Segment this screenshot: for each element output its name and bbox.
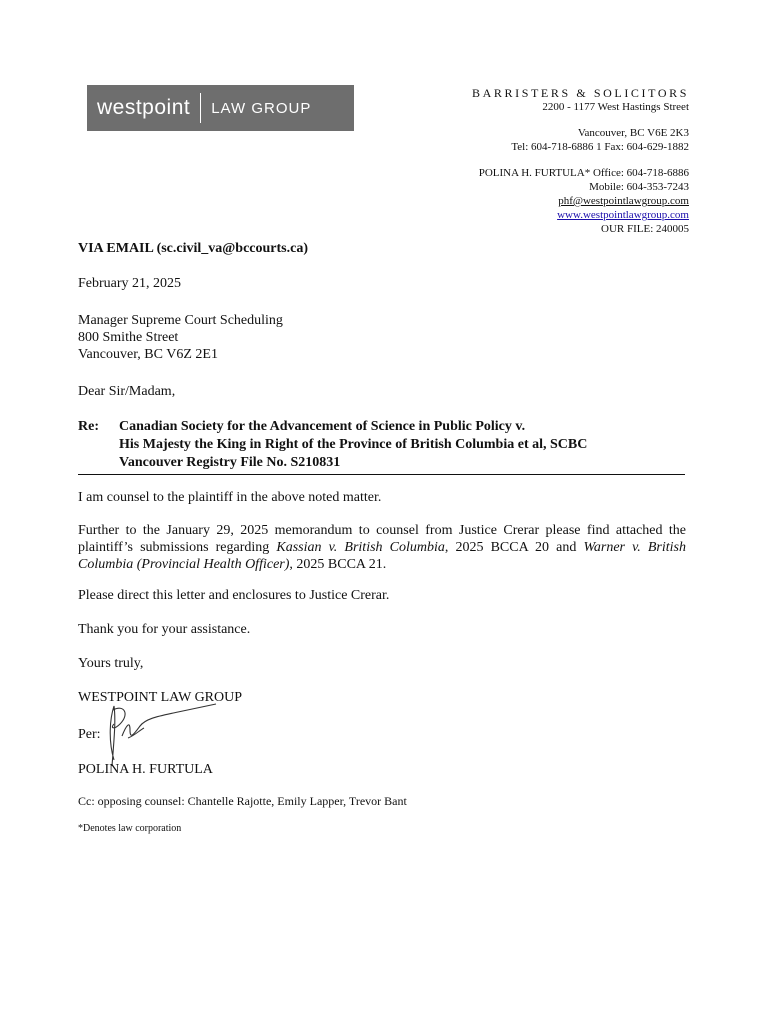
- recipient-line-2: 800 Smithe Street: [78, 330, 179, 345]
- cc-line: Cc: opposing counsel: Chantelle Rajotte, Emily Lapper, Trevor Bant: [78, 794, 407, 808]
- case-citation-kassian: Kassian v. British Columbia: [276, 540, 445, 555]
- paragraph-2: Further to the January 29, 2025 memorandum to counsel from Justice Crerar please find attached the plaintiff’s submissions regarding Kassian v. British Columbia, 2025 BCCA 20 and Warner v. British Columbia (Provincial Health Officer), 2025 BCCA 21.: [78, 523, 686, 572]
- logo-divider: [200, 93, 201, 123]
- letterhead-title: BARRISTERS & SOLICITORS: [472, 86, 689, 100]
- re-line-2: His Majesty the King in Right of the Province of British Columbia et al, SCBC: [119, 437, 588, 452]
- email-link[interactable]: phf@westpointlawgroup.com: [558, 195, 689, 207]
- recipient-line-3: Vancouver, BC V6Z 2E1: [78, 347, 218, 362]
- lawyer-office: POLINA H. FURTULA* Office: 604-718-6886: [478, 167, 689, 179]
- re-line-1: Canadian Society for the Advancement of Science in Public Policy v.: [119, 419, 526, 434]
- recipient-address: [78, 312, 686, 363]
- recipient-line-1: Manager Supreme Court Scheduling: [78, 313, 283, 328]
- address-line-2: Vancouver, BC V6E 2K3: [577, 127, 689, 139]
- firm-logo: [87, 85, 354, 131]
- paragraph-4: Thank you for your assistance.: [78, 622, 251, 637]
- closing: Yours truly,: [78, 656, 144, 671]
- via-email-line: VIA EMAIL (sc.civil_va@bccourts.ca): [78, 241, 309, 256]
- logo-subtitle: LAW GROUP: [211, 99, 312, 117]
- paragraph-1: I am counsel to the plaintiff in the above noted matter.: [78, 490, 382, 505]
- our-file-number: OUR FILE: 240005: [601, 223, 689, 235]
- salutation: Dear Sir/Madam,: [78, 384, 176, 399]
- footnote: *Denotes law corporation: [78, 823, 182, 834]
- address-line-1: 2200 - 1177 West Hastings Street: [542, 101, 689, 113]
- website-link[interactable]: www.westpointlawgroup.com: [557, 209, 689, 221]
- case-citation-warner: Warner v. British Columbia (Provincial Health Officer): [78, 540, 686, 572]
- per-label: Per:: [78, 727, 101, 742]
- letterhead-contact-block: [472, 86, 689, 236]
- letter-date: February 21, 2025: [78, 276, 182, 291]
- logo-wordmark: westpoint: [97, 96, 191, 119]
- lawyer-mobile: Mobile: 604-353-7243: [589, 181, 689, 193]
- re-line-3: Vancouver Registry File No. S210831: [119, 455, 341, 470]
- firm-name: WESTPOINT LAW GROUP: [78, 690, 243, 705]
- tel-fax: Tel: 604-718-6886 1 Fax: 604-629-1882: [511, 141, 689, 153]
- re-label: Re:: [78, 419, 99, 434]
- paragraph-3: Please direct this letter and enclosures to Justice Crerar.: [78, 588, 390, 603]
- signatory-name: POLINA H. FURTULA: [78, 762, 213, 777]
- re-subject-block: [78, 418, 685, 475]
